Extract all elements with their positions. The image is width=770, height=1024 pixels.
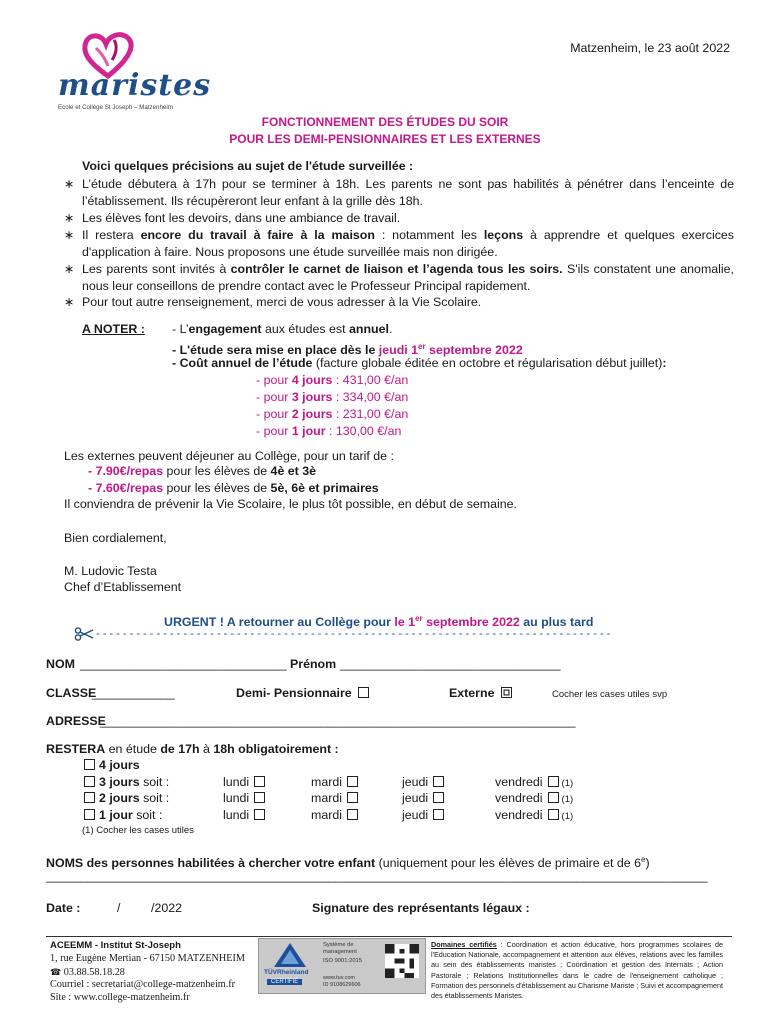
day-checkbox[interactable] — [347, 809, 358, 820]
jours-option[interactable] — [84, 757, 140, 774]
text: à apprendre et quelques exercices d'application à faire. Nous proposons une étude surveillée mais non dirigée. — [82, 228, 735, 259]
text: 2 jours — [291, 407, 333, 421]
day-lundi-option[interactable] — [223, 807, 265, 824]
certification-badge — [258, 938, 426, 994]
a-noter-line-3 — [172, 355, 667, 372]
tuv-iso: ISO 9001:2015 — [323, 958, 362, 964]
adresse-label: ADRESSE — [46, 714, 106, 728]
bullet-asterisk-icon: ∗ — [64, 262, 75, 276]
text: en étude — [105, 742, 161, 756]
text: - L'étude sera mise en place dès le — [172, 343, 379, 358]
certification-text — [431, 940, 723, 1001]
date-label: Date : — [46, 901, 81, 915]
day-checkbox[interactable] — [254, 776, 265, 787]
classe-label: CLASSE — [46, 686, 97, 700]
logo-wordmark: maristes — [58, 68, 212, 103]
text: RESTERA — [46, 742, 106, 756]
price-line — [256, 423, 401, 440]
day-lundi-option[interactable] — [223, 774, 265, 791]
text: annuel — [349, 322, 389, 336]
text: Les élèves font les devoirs, dans une ambiance de travail. — [82, 211, 401, 225]
jours-label: 2 jours — [99, 791, 140, 805]
tuv-name: TÜVRheinland — [264, 969, 309, 976]
footer-site: Site : www.college-matzenheim.fr — [50, 992, 190, 1004]
day-mardi-option[interactable] — [311, 807, 358, 824]
text: (uniquement pour les élèves de primaire et de 6 — [375, 856, 642, 871]
signatory-role: Chef d’Etablissement — [64, 580, 182, 594]
footnote-ref: (1) — [561, 810, 574, 822]
classe-field[interactable]: ____________ — [92, 686, 175, 700]
text: septembre 2022 — [425, 343, 523, 358]
qr-code-icon — [385, 944, 419, 978]
phone-icon: ☎ — [50, 966, 62, 977]
externes-intro: Les externes peuvent déjeuner au Collège, pour un tarif de : — [64, 449, 394, 463]
day-label: jeudi — [402, 791, 429, 805]
bullet-text — [82, 176, 734, 210]
day-vendredi-option[interactable] — [495, 774, 573, 792]
bullet-asterisk-icon: ∗ — [64, 177, 75, 191]
jours-label: 3 jours — [99, 774, 140, 789]
text: . — [388, 322, 393, 336]
footnote-ref: (1) — [561, 794, 574, 805]
text: pour les élèves de — [163, 481, 271, 495]
demi-pensionnaire-checkbox[interactable] — [358, 687, 369, 698]
prenom-field[interactable]: ________________________________ — [340, 657, 561, 671]
footer-phone-row — [50, 966, 255, 980]
demi-pensionnaire-option[interactable] — [236, 685, 369, 702]
externes-note: Il conviendra de prévenir la Vie Scolaire, le plus tôt possible, en début de semaine. — [64, 497, 517, 511]
day-checkbox[interactable] — [548, 792, 559, 803]
bullet-text — [82, 294, 734, 311]
cocher-hint: Cocher les cases utiles svp — [552, 689, 668, 700]
footer-email: Courriel : secretariat@college-matzenheim.fr — [50, 979, 236, 991]
day-checkbox[interactable] — [347, 792, 358, 803]
text: Pour tout autre renseignement, merci de vous adresser à la Vie Scolaire. — [82, 295, 482, 309]
text: - pour — [256, 424, 292, 438]
bullet-asterisk-icon: ∗ — [64, 211, 75, 225]
text: - 7.90€/repas — [88, 464, 164, 478]
text: Les parents sont invités à — [82, 262, 231, 276]
document-title — [0, 114, 770, 148]
day-label: jeudi — [402, 807, 429, 822]
jours-label: 4 jours — [99, 758, 140, 772]
day-checkbox[interactable] — [254, 792, 265, 803]
text: (facture globale éditée en octobre et régularisation début juillet) — [312, 356, 663, 370]
price-line — [256, 406, 408, 423]
day-label: mardi — [311, 791, 342, 805]
day-checkbox[interactable] — [548, 776, 559, 787]
a-noter-line-1 — [172, 321, 392, 338]
text: : notamment les — [374, 228, 484, 242]
jours-checkbox[interactable] — [84, 792, 95, 803]
text: - L’ — [172, 322, 189, 336]
externes-rate-1 — [88, 463, 316, 480]
day-jeudi-option[interactable] — [402, 790, 444, 807]
soit-label: soit : — [139, 791, 170, 805]
scissors-icon — [74, 627, 94, 641]
text: jeudi 1 — [378, 343, 419, 358]
intro-heading: Voici quelques précisions au sujet de l'étude surveillée : — [82, 159, 414, 173]
text: NOMS des personnes habilitées à chercher votre enfant — [46, 856, 376, 871]
text: - pour — [256, 373, 292, 387]
day-checkbox[interactable] — [433, 792, 444, 803]
text: ) — [645, 856, 650, 871]
text: - Coût annuel de l’étude — [172, 356, 313, 370]
day-label: vendredi — [495, 774, 543, 789]
text: leçons — [483, 228, 524, 242]
tuv-system: Système de management — [323, 942, 357, 955]
signatory-name: M. Ludovic Testa — [64, 564, 157, 578]
days-footnote: (1) Cocher les cases utiles — [82, 825, 194, 836]
nom-label: NOM — [46, 657, 75, 671]
jours-option[interactable] — [84, 790, 169, 807]
text: er — [415, 614, 423, 623]
footer-org: ACEEMM - Institut St-Joseph — [50, 940, 181, 951]
text: 5è, 6è et primaires — [270, 481, 379, 495]
day-jeudi-option[interactable] — [402, 807, 444, 824]
text: 4è et 3è — [270, 464, 317, 478]
jours-checkbox[interactable] — [84, 809, 95, 820]
jours-checkbox[interactable] — [84, 759, 95, 770]
day-label: lundi — [223, 791, 250, 805]
day-label: vendredi — [495, 807, 543, 822]
text: encore du travail à faire à la maison — [140, 228, 375, 242]
text: au plus tard — [519, 615, 594, 630]
day-checkbox[interactable] — [347, 776, 358, 787]
text: 18h obligatoirement : — [213, 742, 339, 756]
bullet-item — [64, 261, 734, 295]
tuv-triangle-icon — [273, 942, 307, 968]
text: 4 jours — [291, 373, 333, 387]
text: engagement — [188, 322, 262, 336]
text: S'ils constatent une anomalie, nous leur conseillons de prendre contact avec le Professeur Principal rapidement. — [82, 262, 734, 293]
tuv-certified: CERTIFIÉ — [267, 979, 302, 985]
restera-line — [46, 741, 339, 758]
externe-option[interactable] — [449, 685, 512, 702]
text: - pour — [256, 390, 292, 404]
externe-label: Externe — [449, 686, 495, 700]
day-checkbox[interactable] — [433, 809, 444, 820]
day-vendredi-option[interactable] — [495, 790, 573, 808]
bullet-text — [82, 227, 734, 261]
text: - 7.60€/repas — [88, 481, 164, 495]
school-logo — [52, 28, 212, 114]
day-label: mardi — [311, 807, 342, 822]
text: contrôler le carnet de liaison et l’agenda tous les soirs. — [230, 262, 563, 276]
jours-option[interactable] — [84, 807, 162, 824]
day-vendredi-option[interactable] — [495, 807, 573, 825]
text: le 1 — [394, 615, 416, 630]
signature-label: Signature des représentants légaux : — [312, 901, 530, 915]
text: pour les élèves de — [163, 464, 271, 478]
day-mardi-option[interactable] — [311, 774, 358, 791]
text: aux études est — [261, 322, 349, 336]
text: er — [418, 342, 426, 351]
day-checkbox[interactable] — [254, 809, 265, 820]
day-label: vendredi — [495, 791, 543, 805]
closing: Bien cordialement, — [64, 531, 167, 545]
adresse-field[interactable]: _____________________________________________________________________ — [100, 714, 576, 728]
day-checkbox[interactable] — [548, 809, 559, 820]
text: septembre 2022 — [422, 615, 520, 630]
logo-subtitle: Ecole et Collège St Joseph – Matzenheim — [58, 104, 173, 111]
cut-line: - - - - - - - - - - - - - - - - - - - - - - - - - - - - - - - - - - - - - - - - - - - - - - - - - - - - - - - - - - - - - - - - - - - - - - - - - - - - - — [96, 628, 611, 640]
bullet-item — [64, 176, 734, 210]
text: : 231,00 €/an — [332, 407, 409, 421]
bullet-text — [82, 261, 734, 295]
bullet-asterisk-icon: ∗ — [64, 295, 75, 309]
bullet-item — [64, 210, 734, 227]
text: de 17h — [160, 742, 200, 756]
text: L’étude débutera à 17h pour se terminer à 18h. Les parents ne sont pas habilités à pénétrer dans l’enceinte de l’établissement. Ils récupèreront leur enfant à la grille dès 18h. — [82, 177, 734, 208]
date-year: /2022 — [151, 901, 183, 915]
place-date: Matzenheim, le 23 août 2022 — [570, 41, 730, 55]
day-mardi-option[interactable] — [311, 790, 358, 807]
cert-body: : Coordination et action éducative, hors programmes scolaires de l'Education Nationale, accompagnement et attention aux élèves, relations avec les familles au sein des établissements maristes ; Coordination et gestion des Internats ; Action Pastorale ; Relations Institutionnelles dans le cadre de l'enseignement catholique ; Formation des personnels d'établissement au Charisme Mariste ; Suivi et accompagnement des établissements Maristes. — [431, 940, 724, 1001]
bullet-item — [64, 294, 734, 311]
footer-phone: 03.88.58.18.28 — [63, 966, 125, 978]
price-line — [256, 389, 408, 406]
price-line — [256, 372, 408, 389]
title-line-1: FONCTIONNEMENT DES ÉTUDES DU SOIR — [261, 115, 509, 129]
bullet-text — [82, 210, 734, 227]
title-line-2: POUR LES DEMI-PENSIONNAIRES ET LES EXTERNES — [229, 132, 541, 146]
jours-checkbox[interactable] — [84, 776, 95, 787]
noms-field[interactable]: ________________________________________________________________________________________________ — [46, 869, 708, 883]
day-label: lundi — [223, 774, 250, 789]
footer-divider — [46, 936, 732, 937]
text: : 334,00 €/an — [332, 390, 409, 404]
text: 3 jours — [291, 390, 333, 404]
day-label: jeudi — [402, 774, 429, 789]
text: : — [662, 356, 667, 370]
text: 1 jour — [291, 424, 326, 438]
tuv-id: ID 9108629606 — [323, 982, 361, 988]
day-checkbox[interactable] — [433, 776, 444, 787]
jours-option[interactable] — [84, 774, 169, 791]
text: - pour — [256, 407, 292, 421]
footer-address: 1, rue Eugène Mertian - 67150 MATZENHEIM — [50, 952, 245, 964]
text: à — [199, 742, 214, 756]
externes-rate-2 — [88, 480, 379, 497]
footnote-ref: (1) — [561, 777, 574, 789]
jours-label: 1 jour — [99, 807, 133, 822]
text: URGENT ! A retourner au Collège pour — [164, 615, 395, 630]
footer-address-block — [50, 940, 255, 1005]
tuv-url: www.tuv.com — [323, 975, 355, 981]
demi-pensionnaire-label: Demi- Pensionnaire — [236, 686, 352, 700]
day-label: lundi — [223, 807, 250, 822]
soit-label: soit : — [132, 807, 163, 822]
nom-field[interactable]: ______________________________ — [80, 657, 287, 671]
date-slash: / — [117, 901, 121, 915]
text: e — [641, 855, 646, 864]
bullet-item — [64, 227, 734, 261]
text: : 130,00 €/an — [325, 424, 402, 438]
cert-title: Domaines certifiés — [431, 940, 497, 949]
soit-label: soit : — [139, 774, 170, 789]
prenom-label: Prénom — [290, 657, 337, 671]
day-lundi-option[interactable] — [223, 790, 265, 807]
day-label: mardi — [311, 774, 342, 789]
bullet-asterisk-icon: ∗ — [64, 228, 75, 242]
text: Il restera — [82, 228, 141, 242]
text: : 431,00 €/an — [332, 373, 409, 387]
externe-checkbox[interactable] — [501, 687, 512, 698]
day-jeudi-option[interactable] — [402, 774, 444, 791]
a-noter-label: A NOTER : — [82, 322, 145, 336]
